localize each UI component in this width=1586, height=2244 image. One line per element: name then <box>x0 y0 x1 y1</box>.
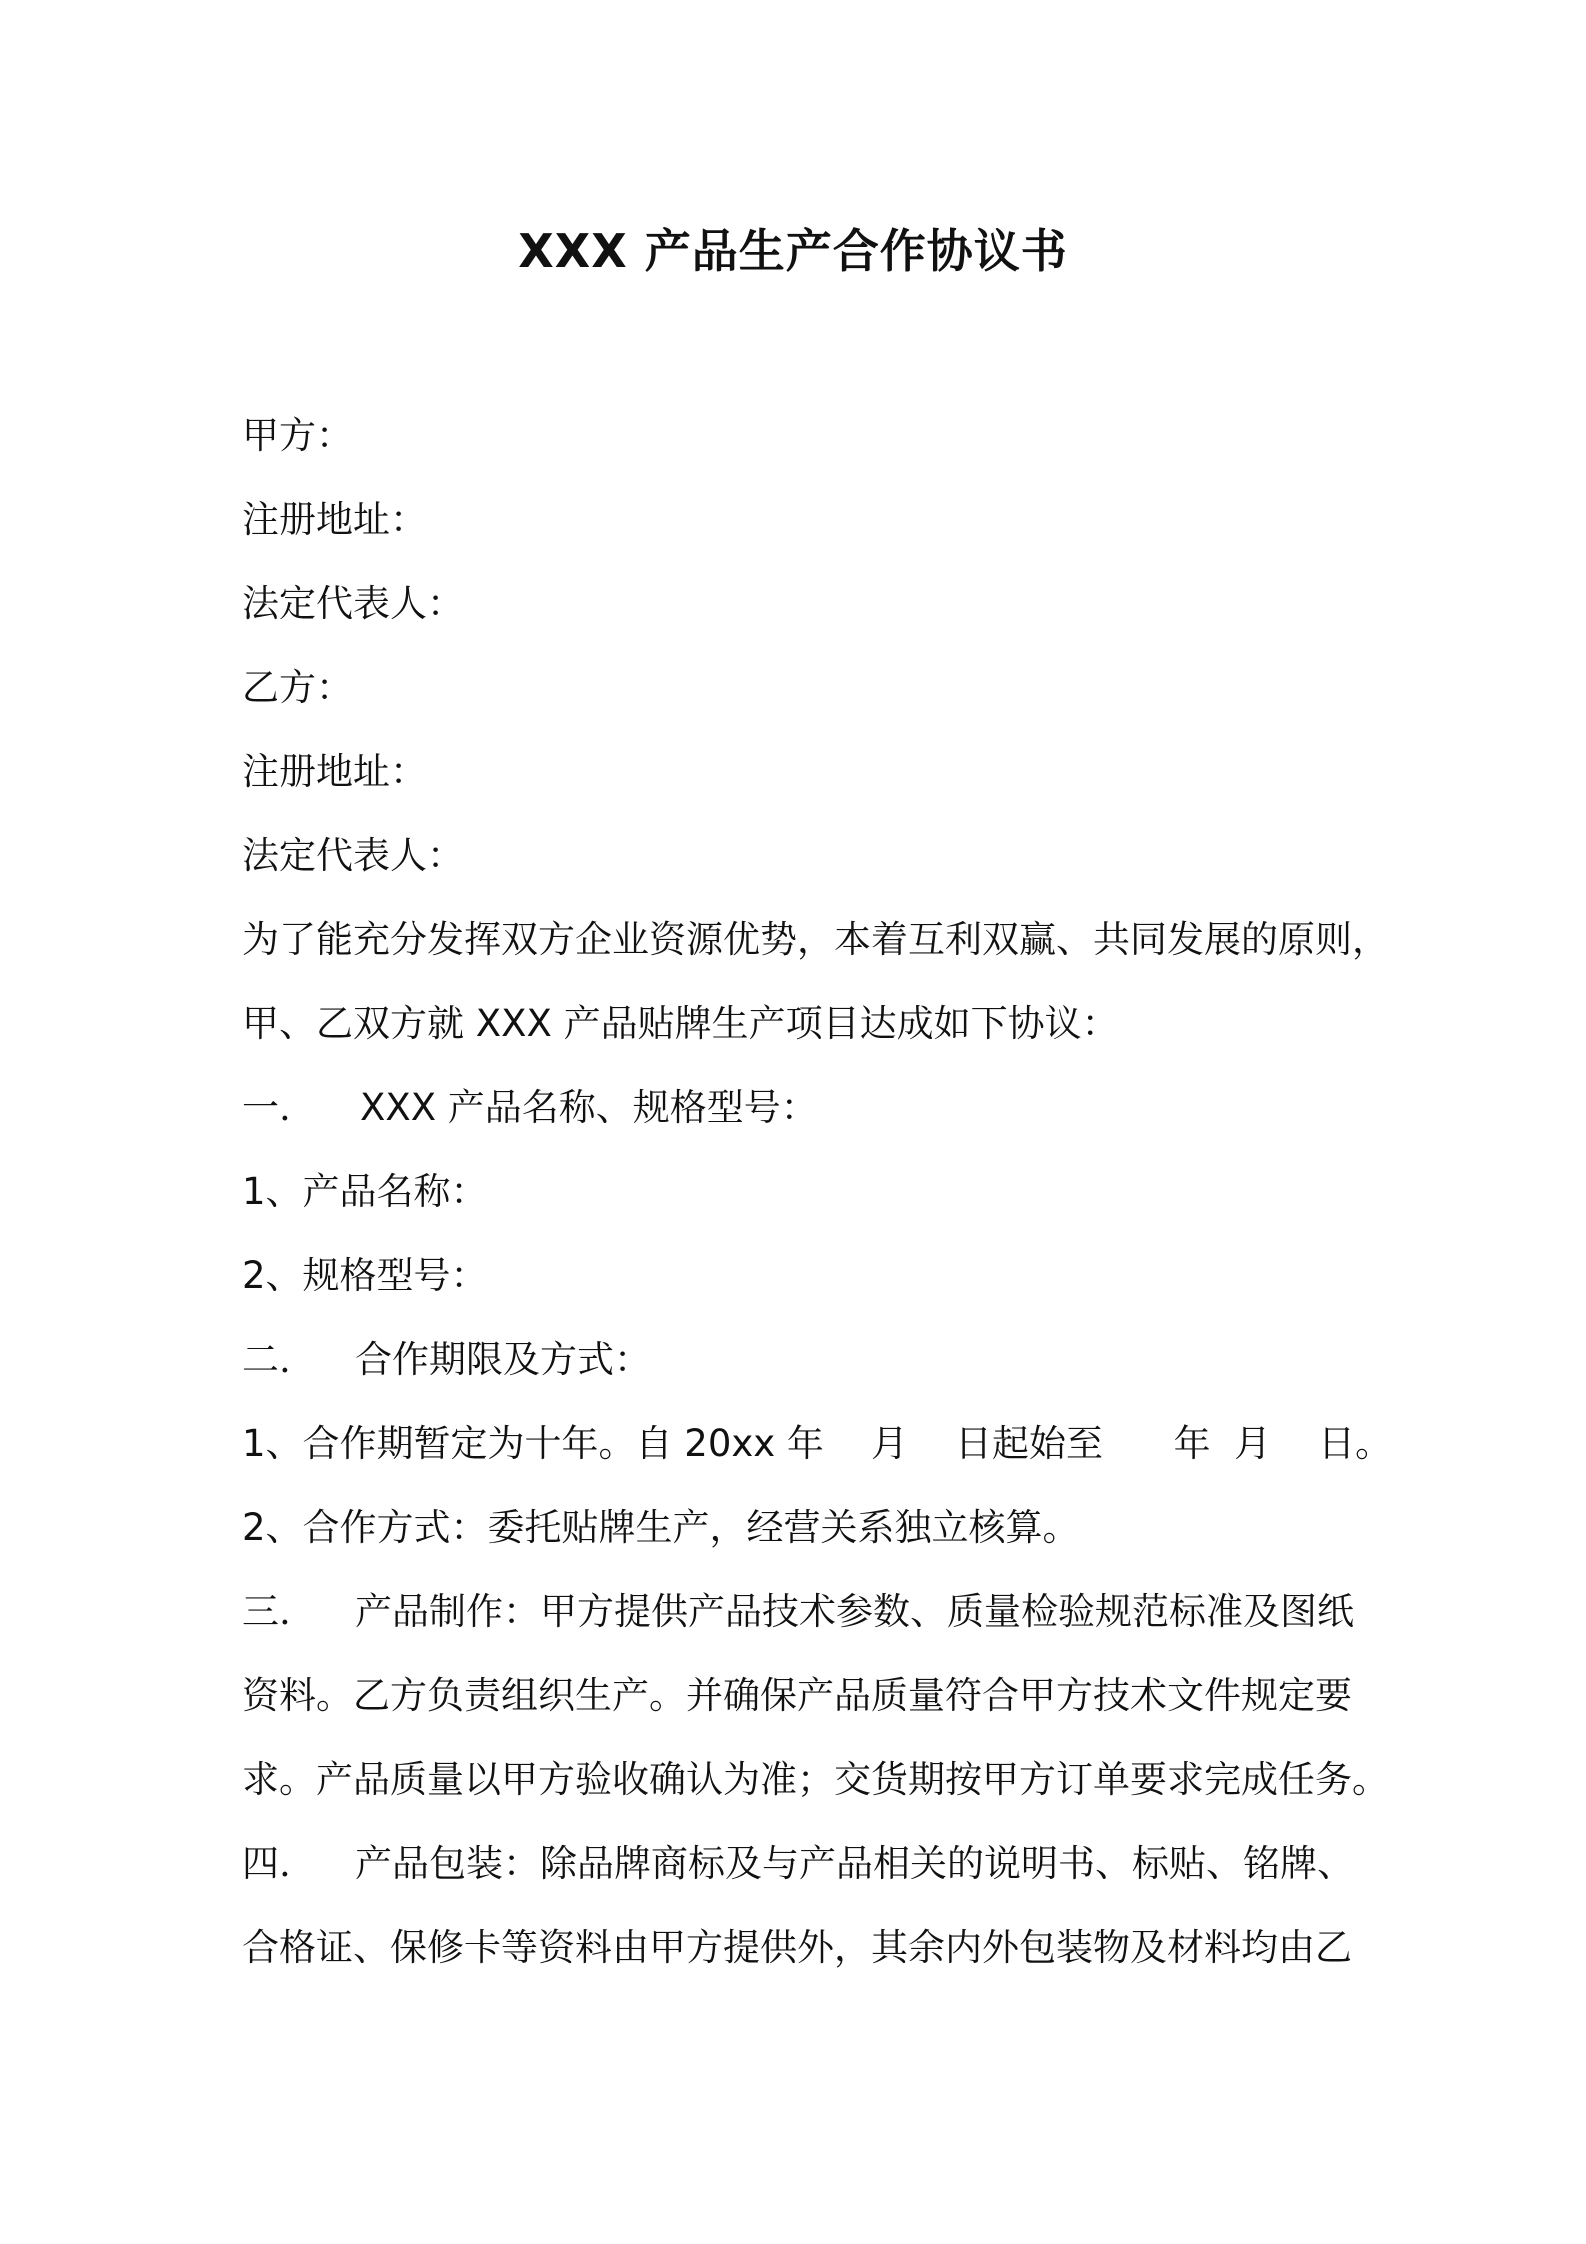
section-2-item-2: 2、合作方式：委托贴牌生产，经营关系独立核算。 <box>242 1506 1080 1549</box>
section-4-line-2: 合格证、保修卡等资料由甲方提供外，其余内外包装物及材料均由乙 <box>242 1926 1352 1969</box>
section-1-heading-row <box>242 1084 818 1132</box>
party-b-address-label: 注册地址： <box>242 750 427 793</box>
party-b-label: 乙方： <box>242 666 353 709</box>
section-3-line-3: 求。产品质量以甲方验收确认为准；交货期按甲方订单要求完成任务。 <box>242 1758 1389 1801</box>
section-2-number: 二. <box>242 1338 291 1381</box>
section-2-item-1: 1、合作期暂定为十年。自 20xx 年 月 日起始至 年 月 日。 <box>242 1422 1393 1465</box>
section-3-line-2: 资料。乙方负责组织生产。并确保产品质量符合甲方技术文件规定要 <box>242 1674 1352 1717</box>
section-1-heading: XXX 产品名称、规格型号： <box>360 1086 818 1129</box>
section-3-number: 三. <box>242 1590 291 1633</box>
section-4-number: 四. <box>242 1842 291 1885</box>
section-2-heading-row <box>242 1336 651 1384</box>
section-4-row-1 <box>242 1840 1354 1888</box>
section-4-line-1: 产品包装：除品牌商标及与产品相关的说明书、标贴、铭牌、 <box>355 1842 1354 1885</box>
party-a-label: 甲方： <box>242 414 353 457</box>
intro-line-2: 甲、乙双方就 XXX 产品贴牌生产项目达成如下协议： <box>242 1002 1119 1045</box>
party-a-address-label: 注册地址： <box>242 498 427 541</box>
section-3-line-1: 产品制作：甲方提供产品技术参数、质量检验规范标准及图纸 <box>355 1590 1354 1633</box>
section-1-number: 一. <box>242 1086 291 1129</box>
party-a-representative-label: 法定代表人： <box>242 582 464 625</box>
party-b-representative-label: 法定代表人： <box>242 834 464 877</box>
document-title: XXX 产品生产合作协议书 <box>518 224 1068 278</box>
section-3-row-1 <box>242 1588 1354 1636</box>
intro-line-1: 为了能充分发挥双方企业资源优势，本着互利双赢、共同发展的原则， <box>242 918 1389 961</box>
section-1-item-1: 1、产品名称： <box>242 1170 488 1213</box>
section-1-item-2: 2、规格型号： <box>242 1254 488 1297</box>
section-2-heading: 合作期限及方式： <box>355 1338 651 1381</box>
